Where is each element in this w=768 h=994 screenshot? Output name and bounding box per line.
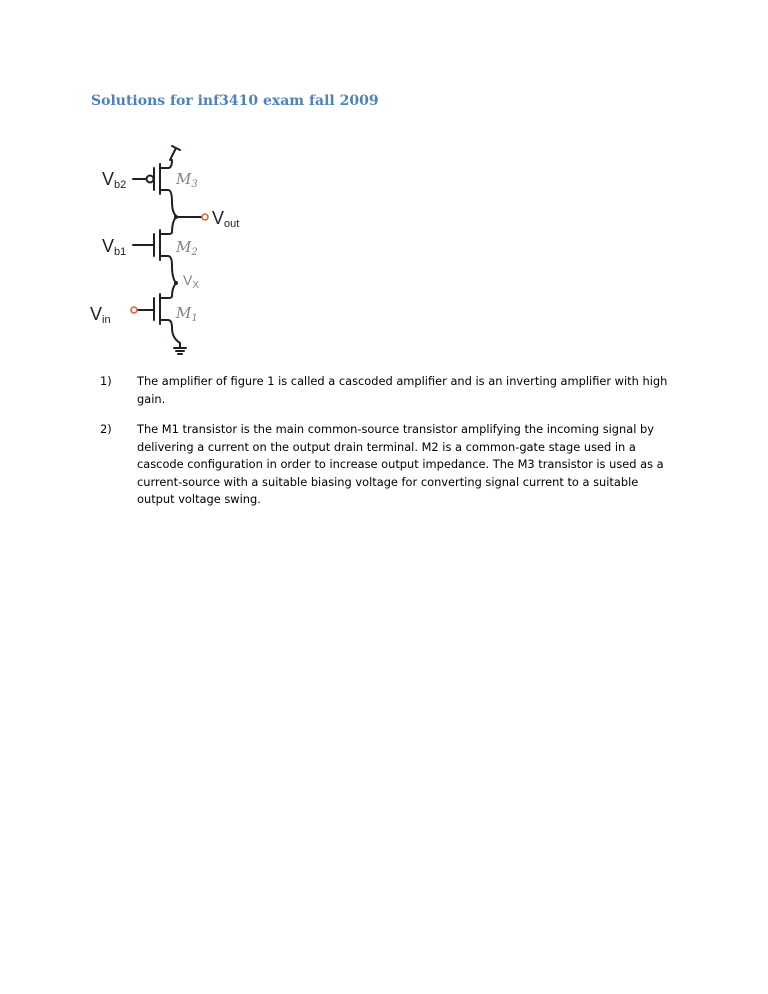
cascode-amplifier-schematic bbox=[86, 140, 286, 370]
vb1-label: Vb1 bbox=[102, 236, 127, 258]
m3-gate-bubble bbox=[147, 176, 154, 183]
answer-item bbox=[100, 421, 674, 509]
m3-transistor bbox=[154, 160, 176, 216]
m2-label: $M_2$ bbox=[176, 238, 198, 258]
m2-transistor bbox=[154, 217, 176, 283]
vin-terminal bbox=[131, 307, 137, 313]
vb2-label: Vb2 bbox=[102, 169, 127, 191]
m1-label: $M_1$ bbox=[176, 304, 198, 324]
answer-item bbox=[100, 373, 674, 408]
vout-label: Vout bbox=[212, 208, 240, 230]
answer-number: 1) bbox=[100, 374, 112, 388]
answer-text: The amplifier of figure 1 is called a cascoded amplifier and is an inverting amplifier with high gain. bbox=[137, 374, 668, 406]
answer-list bbox=[100, 373, 674, 522]
ground-icon bbox=[174, 348, 186, 354]
m3-label: $M_3$ bbox=[176, 170, 198, 190]
supply-arrow-icon bbox=[170, 146, 180, 160]
page-title: Solutions for inf3410 exam fall 2009 bbox=[91, 93, 379, 109]
vout-terminal bbox=[202, 214, 208, 220]
vx-label: $V_X$ bbox=[183, 272, 200, 291]
answer-text: The M1 transistor is the main common-source transistor amplifying the incoming signal by delivering a current on the output drain terminal. M2 is a common-gate stage used in a cascode configuration in order to increase output impedance. The M3 transistor is used as a current-source with a suitable biasing voltage for converting signal current to a suitable output voltage swing. bbox=[137, 422, 664, 506]
answer-number: 2) bbox=[100, 422, 112, 436]
vin-label: Vin bbox=[90, 304, 111, 326]
